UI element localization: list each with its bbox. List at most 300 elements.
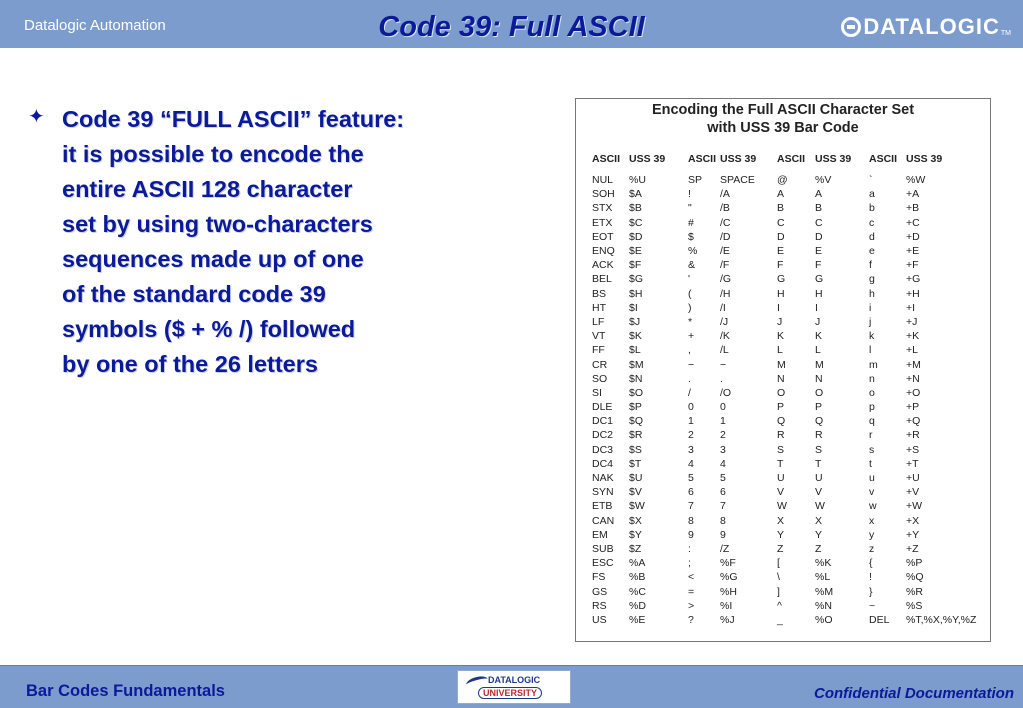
- ascii-char-cell: ETB: [592, 500, 613, 513]
- ascii-char-cell: I: [777, 301, 780, 314]
- uss39-code-cell: %C: [629, 585, 646, 598]
- uss39-code-cell: G: [815, 273, 824, 286]
- uss39-code-cell: %W: [906, 174, 926, 187]
- ascii-char-cell: w: [869, 500, 877, 513]
- ascii-char-cell: g: [869, 273, 875, 286]
- ascii-char-cell: F: [777, 259, 784, 272]
- ascii-char-cell: ENQ: [592, 245, 615, 258]
- table-row: [592, 357, 976, 371]
- table-row: [592, 230, 976, 244]
- uss39-code-cell: +D: [906, 230, 920, 243]
- table-row: [592, 244, 976, 258]
- uss39-code-cell: +P: [906, 401, 920, 414]
- ascii-char-cell: FF: [592, 344, 605, 357]
- table-row: [592, 201, 976, 215]
- uss39-code-cell: %O: [815, 613, 833, 626]
- uss39-code-cell: $S: [629, 443, 642, 456]
- ascii-char-cell: NAK: [592, 472, 614, 485]
- bullet-line: of the standard code 39: [62, 281, 326, 307]
- ascii-char-cell: b: [869, 202, 875, 215]
- ascii-char-cell: z: [869, 542, 875, 555]
- ascii-char-cell: H: [777, 287, 785, 300]
- ascii-char-cell: &: [688, 259, 696, 272]
- ascii-char-cell: y: [869, 528, 875, 541]
- ascii-char-cell: B: [777, 202, 785, 215]
- table-row: [592, 584, 976, 598]
- uss39-code-cell: %I: [720, 599, 733, 612]
- table-row: [592, 457, 976, 471]
- ascii-char-cell: d: [869, 230, 875, 243]
- company-name: Datalogic Automation: [24, 17, 166, 34]
- ascii-char-cell: `: [869, 174, 873, 187]
- ascii-char-cell: ): [688, 301, 692, 314]
- ascii-char-cell: U: [777, 472, 785, 485]
- uss39-code-cell: 7: [720, 500, 726, 513]
- uss39-code-cell: /H: [720, 287, 731, 300]
- ascii-char-cell: $: [688, 230, 694, 243]
- uss39-code-cell: +U: [906, 472, 920, 485]
- four-pointed-star-icon: ✦: [28, 106, 45, 128]
- ascii-char-cell: A: [777, 188, 785, 201]
- ascii-char-cell: v: [869, 486, 875, 499]
- uss39-code-cell: %Q: [906, 571, 924, 584]
- footer-course-title: Bar Codes Fundamentals: [26, 682, 225, 700]
- ascii-char-cell: US: [592, 613, 607, 626]
- uss39-code-cell: $Y: [629, 528, 642, 541]
- uss39-code-cell: +I: [906, 301, 916, 314]
- uss39-code-cell: $R: [629, 429, 643, 442]
- table-row: [592, 287, 976, 301]
- table-row: [592, 570, 976, 584]
- ascii-char-cell: <: [688, 571, 695, 584]
- table-header-cell: USS 39: [906, 153, 943, 165]
- uss39-code-cell: $G: [629, 273, 644, 286]
- uss39-code-cell: F: [815, 259, 822, 272]
- ascii-char-cell: 0: [688, 401, 694, 414]
- uss39-code-cell: /I: [720, 301, 726, 314]
- uss39-code-cell: $E: [629, 245, 642, 258]
- table-row: [592, 187, 976, 201]
- uss39-code-cell: Z: [815, 542, 822, 555]
- ascii-char-cell: ?: [688, 613, 694, 626]
- table-row: [592, 599, 976, 613]
- ascii-char-cell: DEL: [869, 613, 890, 626]
- ascii-char-cell: .: [688, 372, 691, 385]
- ascii-char-cell: N: [777, 372, 785, 385]
- uss39-code-cell: +O: [906, 386, 921, 399]
- trademark-mark: TM: [1000, 30, 1011, 37]
- ascii-char-cell: SOH: [592, 188, 615, 201]
- uss39-code-cell: %R: [906, 585, 923, 598]
- uss39-code-cell: %A: [629, 557, 646, 570]
- uss39-code-cell: /G: [720, 273, 732, 286]
- uss39-code-cell: P: [815, 401, 823, 414]
- ascii-char-cell: P: [777, 401, 785, 414]
- uss39-code-cell: 4: [720, 457, 726, 470]
- uss39-code-cell: +W: [906, 500, 923, 513]
- ascii-char-cell: (: [688, 287, 692, 300]
- uss39-code-cell: B: [815, 202, 823, 215]
- ascii-char-cell: i: [869, 301, 872, 314]
- ascii-char-cell: X: [777, 514, 785, 527]
- ascii-char-cell: }: [869, 585, 873, 598]
- ascii-char-cell: *: [688, 315, 693, 328]
- table-row: [592, 485, 976, 499]
- ascii-char-cell: %: [688, 245, 698, 258]
- table-row: [592, 613, 976, 627]
- uss39-code-cell: +Z: [906, 542, 919, 555]
- ascii-char-cell: DC3: [592, 443, 614, 456]
- uss39-code-cell: H: [815, 287, 823, 300]
- uss39-code-cell: $O: [629, 386, 644, 399]
- uss39-code-cell: +E: [906, 245, 920, 258]
- uss39-code-cell: I: [815, 301, 818, 314]
- table-row: [592, 173, 976, 187]
- ascii-char-cell: SYN: [592, 486, 614, 499]
- table-header-cell: ASCII: [777, 153, 806, 165]
- uss39-code-cell: +L: [906, 344, 918, 357]
- uss39-code-cell: A: [815, 188, 823, 201]
- ascii-char-cell: S: [777, 443, 785, 456]
- table-row: [592, 343, 976, 357]
- uss39-code-cell: /D: [720, 230, 731, 243]
- uss39-code-cell: $C: [629, 216, 643, 229]
- uss39-code-cell: /Z: [720, 542, 730, 555]
- uss39-code-cell: %U: [629, 174, 646, 187]
- ascii-char-cell: [: [777, 557, 780, 570]
- uss39-code-cell: /F: [720, 259, 730, 272]
- uss39-code-cell: SPACE: [720, 174, 755, 187]
- table-header-row: [592, 153, 976, 173]
- ascii-char-cell: HT: [592, 301, 606, 314]
- uss39-code-cell: $V: [629, 486, 642, 499]
- figure-title-line-1: Encoding the Full ASCII Character Set: [651, 102, 915, 118]
- uss39-code-cell: +Y: [906, 528, 920, 541]
- ascii-char-cell: 6: [688, 486, 694, 499]
- uss39-code-cell: R: [815, 429, 823, 442]
- ascii-char-cell: SUB: [592, 542, 614, 555]
- ascii-char-cell: 9: [688, 528, 694, 541]
- ascii-char-cell: SI: [592, 386, 602, 399]
- uss39-code-cell: %K: [815, 557, 832, 570]
- table-row: [592, 556, 976, 570]
- ascii-char-cell: EOT: [592, 230, 614, 243]
- uss39-code-cell: %M: [815, 585, 834, 598]
- uss39-code-cell: $W: [629, 500, 645, 513]
- ascii-char-cell: K: [777, 330, 785, 343]
- uss39-code-cell: J: [815, 315, 821, 328]
- ascii-char-cell: \: [777, 571, 780, 584]
- uss39-code-cell: 3: [720, 443, 726, 456]
- uss39-code-cell: +T: [906, 457, 919, 470]
- ascii-char-cell: NUL: [592, 174, 614, 187]
- bullet-text: [62, 102, 462, 382]
- uss39-code-cell: %E: [629, 613, 646, 626]
- bullet-line: Code 39 “FULL ASCII” feature:: [62, 106, 405, 132]
- table-row: [592, 542, 976, 556]
- uss39-code-cell: U: [815, 472, 823, 485]
- uss39-code-cell: E: [815, 245, 823, 258]
- bullet-line: set by using two-characters: [62, 211, 373, 237]
- bullet-line: it is possible to encode the: [62, 141, 364, 167]
- uss39-code-cell: %B: [629, 571, 646, 584]
- uss39-code-cell: −: [720, 358, 727, 371]
- ascii-char-cell: T: [777, 457, 784, 470]
- ascii-char-cell: t: [869, 457, 872, 470]
- uss39-code-cell: /L: [720, 344, 729, 357]
- uss39-code-cell: $P: [629, 401, 642, 414]
- ascii-char-cell: o: [869, 386, 875, 399]
- table-row: [592, 315, 976, 329]
- ascii-char-cell: ": [688, 202, 692, 215]
- ascii-char-cell: q: [869, 415, 875, 428]
- ascii-char-cell: DC2: [592, 429, 614, 442]
- table-header-cell: USS 39: [720, 153, 757, 165]
- ascii-char-cell: ESC: [592, 557, 614, 570]
- ascii-char-cell: :: [688, 542, 691, 555]
- ascii-char-cell: ]: [777, 585, 780, 598]
- ascii-char-cell: L: [777, 344, 783, 357]
- uss39-code-cell: $A: [629, 188, 642, 201]
- uss39-code-cell: $Z: [629, 542, 642, 555]
- ascii-char-cell: W: [777, 500, 787, 513]
- uss39-code-cell: T: [815, 457, 822, 470]
- uss39-code-cell: +N: [906, 372, 920, 385]
- footer-bar: [0, 665, 1023, 708]
- university-logo-top-text: DATALOGIC: [488, 675, 541, 685]
- uss39-code-cell: /A: [720, 188, 730, 201]
- ascii-char-cell: 4: [688, 457, 694, 470]
- table-row: [592, 471, 976, 485]
- uss39-code-cell: %J: [720, 613, 735, 626]
- uss39-code-cell: $M: [629, 358, 644, 371]
- table-row: [592, 443, 976, 457]
- uss39-code-cell: 5: [720, 472, 726, 485]
- uss39-code-cell: +Q: [906, 415, 921, 428]
- ascii-char-cell: M: [777, 358, 786, 371]
- ascii-char-cell: a: [869, 188, 875, 201]
- table-row: [592, 414, 976, 428]
- datalogic-logo: [841, 14, 1011, 40]
- ascii-char-cell: ETX: [592, 216, 613, 229]
- table-header-cell: ASCII: [869, 153, 898, 165]
- ascii-char-cell: SO: [592, 372, 608, 385]
- uss39-code-cell: +R: [906, 429, 920, 442]
- ascii-char-cell: p: [869, 401, 875, 414]
- ascii-char-cell: ~: [869, 599, 876, 612]
- ascii-char-cell: D: [777, 230, 785, 243]
- uss39-code-cell: $B: [629, 202, 642, 215]
- uss39-code-cell: 8: [720, 514, 726, 527]
- uss39-code-cell: /K: [720, 330, 730, 343]
- bullet-line: entire ASCII 128 character: [62, 176, 353, 202]
- uss39-code-cell: $D: [629, 230, 643, 243]
- uss39-code-cell: $H: [629, 287, 643, 300]
- uss39-code-cell: +G: [906, 273, 921, 286]
- uss39-code-cell: +H: [906, 287, 920, 300]
- uss39-code-cell: $U: [629, 472, 643, 485]
- uss39-code-cell: +C: [906, 216, 920, 229]
- university-logo-bottom-text: UNIVERSITY: [478, 687, 542, 699]
- ascii-char-cell: EM: [592, 528, 608, 541]
- ascii-char-cell: !: [869, 571, 872, 584]
- uss39-code-cell: %F: [720, 557, 736, 570]
- uss39-code-cell: $K: [629, 330, 642, 343]
- ascii-char-cell: ': [688, 273, 691, 286]
- uss39-code-cell: %S: [906, 599, 923, 612]
- ascii-char-cell: STX: [592, 202, 613, 215]
- uss39-code-cell: $X: [629, 514, 642, 527]
- ascii-char-cell: @: [777, 174, 788, 187]
- uss39-code-cell: $J: [629, 315, 641, 328]
- ascii-char-cell: n: [869, 372, 875, 385]
- bullet-line: symbols ($ + % /) followed: [62, 316, 356, 342]
- table-header-cell: USS 39: [629, 153, 666, 165]
- figure-title: [576, 101, 990, 137]
- table-row: [592, 329, 976, 343]
- ascii-char-cell: 3: [688, 443, 694, 456]
- ascii-char-cell: Z: [777, 542, 784, 555]
- uss39-code-cell: +A: [906, 188, 920, 201]
- slide-title: Code 39: Full ASCII: [378, 11, 645, 43]
- uss39-code-cell: .: [720, 372, 723, 385]
- table-body: [592, 173, 976, 627]
- ascii-char-cell: {: [869, 557, 873, 570]
- datalogic-logo-mark-icon: [841, 17, 861, 37]
- ascii-encoding-table: [592, 153, 976, 627]
- uss39-code-cell: %G: [720, 571, 738, 584]
- ascii-char-cell: l: [869, 344, 872, 357]
- ascii-char-cell: /: [688, 386, 691, 399]
- ascii-char-cell: G: [777, 273, 786, 286]
- uss39-code-cell: M: [815, 358, 824, 371]
- footer-confidential: Confidential Documentation: [814, 685, 1014, 702]
- table-row: [592, 499, 976, 513]
- table-header-cell: USS 39: [815, 153, 852, 165]
- ascii-char-cell: CR: [592, 358, 608, 371]
- ascii-char-cell: s: [869, 443, 875, 456]
- uss39-code-cell: 1: [720, 415, 726, 428]
- uss39-code-cell: L: [815, 344, 821, 357]
- uss39-code-cell: +V: [906, 486, 920, 499]
- table-row: [592, 428, 976, 442]
- uss39-code-cell: 6: [720, 486, 726, 499]
- ascii-char-cell: k: [869, 330, 875, 343]
- ascii-char-cell: V: [777, 486, 785, 499]
- table-row: [592, 372, 976, 386]
- uss39-code-cell: +K: [906, 330, 920, 343]
- uss39-code-cell: C: [815, 216, 823, 229]
- ascii-char-cell: DLE: [592, 401, 613, 414]
- table-header-cell: ASCII: [688, 153, 717, 165]
- ascii-char-cell: #: [688, 216, 694, 229]
- datalogic-university-logo: [457, 670, 571, 704]
- uss39-code-cell: /E: [720, 245, 730, 258]
- uss39-code-cell: /O: [720, 386, 732, 399]
- uss39-code-cell: +S: [906, 443, 920, 456]
- ascii-char-cell: Y: [777, 528, 785, 541]
- ascii-char-cell: LF: [592, 315, 605, 328]
- uss39-code-cell: +F: [906, 259, 919, 272]
- ascii-char-cell: DC4: [592, 457, 614, 470]
- ascii-char-cell: _: [777, 613, 783, 626]
- uss39-code-cell: +B: [906, 202, 920, 215]
- ascii-char-cell: m: [869, 358, 878, 371]
- table-row: [592, 400, 976, 414]
- uss39-code-cell: V: [815, 486, 823, 499]
- uss39-code-cell: $Q: [629, 415, 644, 428]
- ascii-char-cell: CAN: [592, 514, 615, 527]
- figure-title-line-2: with USS 39 Bar Code: [707, 120, 859, 136]
- ascii-char-cell: +: [688, 330, 695, 343]
- ascii-char-cell: 7: [688, 500, 694, 513]
- table-row: [592, 216, 976, 230]
- uss39-code-cell: X: [815, 514, 823, 527]
- ascii-char-cell: h: [869, 287, 875, 300]
- ascii-char-cell: E: [777, 245, 785, 258]
- uss39-code-cell: 9: [720, 528, 726, 541]
- ascii-char-cell: 2: [688, 429, 694, 442]
- uss39-code-cell: +J: [906, 315, 918, 328]
- uss39-code-cell: %D: [629, 599, 646, 612]
- uss39-code-cell: %T,%X,%Y,%Z: [906, 613, 977, 626]
- ascii-char-cell: f: [869, 259, 872, 272]
- table-row: [592, 514, 976, 528]
- table-row: [592, 258, 976, 272]
- ascii-char-cell: r: [869, 429, 873, 442]
- uss39-code-cell: $L: [629, 344, 641, 357]
- table-row: [592, 528, 976, 542]
- table-header-cell: ASCII: [592, 153, 621, 165]
- header-bar: [0, 0, 1023, 48]
- uss39-code-cell: +X: [906, 514, 920, 527]
- ascii-encoding-figure: [575, 98, 991, 642]
- uss39-code-cell: +M: [906, 358, 921, 371]
- ascii-char-cell: 8: [688, 514, 694, 527]
- uss39-code-cell: %P: [906, 557, 923, 570]
- ascii-char-cell: ACK: [592, 259, 614, 272]
- ascii-char-cell: FS: [592, 571, 606, 584]
- uss39-code-cell: %N: [815, 599, 832, 612]
- uss39-code-cell: 2: [720, 429, 726, 442]
- ascii-char-cell: j: [869, 315, 872, 328]
- uss39-code-cell: W: [815, 500, 825, 513]
- ascii-char-cell: ;: [688, 557, 691, 570]
- ascii-char-cell: Q: [777, 415, 786, 428]
- ascii-char-cell: BEL: [592, 273, 612, 286]
- uss39-code-cell: /C: [720, 216, 731, 229]
- ascii-char-cell: O: [777, 386, 786, 399]
- uss39-code-cell: $T: [629, 457, 642, 470]
- ascii-char-cell: 1: [688, 415, 694, 428]
- table-row: [592, 272, 976, 286]
- ascii-char-cell: ^: [777, 599, 782, 612]
- ascii-char-cell: e: [869, 245, 875, 258]
- uss39-code-cell: $F: [629, 259, 642, 272]
- ascii-char-cell: R: [777, 429, 785, 442]
- ascii-char-cell: =: [688, 585, 695, 598]
- ascii-char-cell: 5: [688, 472, 694, 485]
- bullet-line: sequences made up of one: [62, 246, 364, 272]
- datalogic-logo-text: DATALOGIC: [863, 14, 1000, 39]
- ascii-char-cell: >: [688, 599, 695, 612]
- uss39-code-cell: $I: [629, 301, 638, 314]
- uss39-code-cell: $N: [629, 372, 643, 385]
- uss39-code-cell: %V: [815, 174, 832, 187]
- uss39-code-cell: O: [815, 386, 824, 399]
- uss39-code-cell: %L: [815, 571, 831, 584]
- uss39-code-cell: 0: [720, 401, 726, 414]
